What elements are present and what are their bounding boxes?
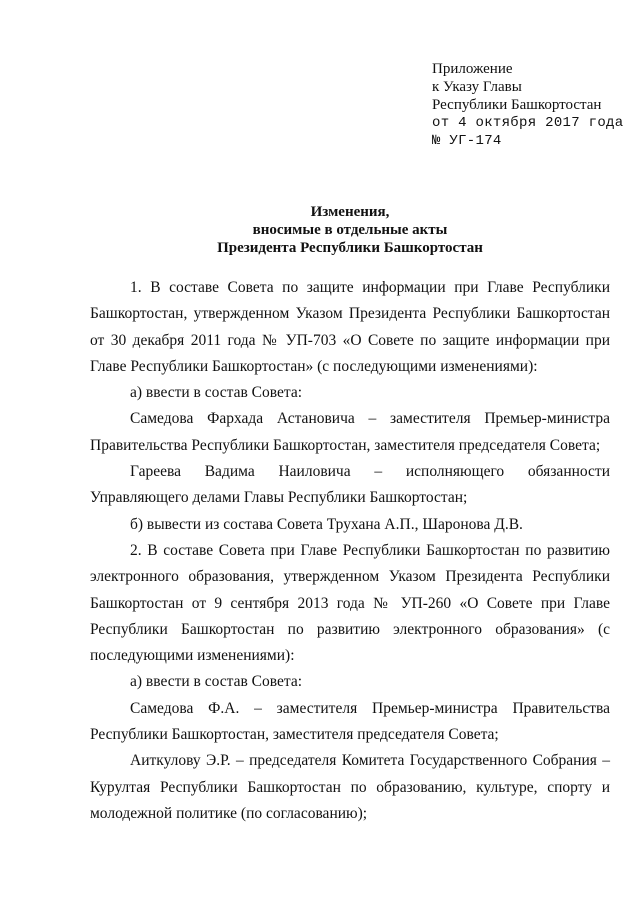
- heading-line-2: вносимые в отдельные акты: [252, 222, 448, 238]
- paragraph-1a-member-2: Гареева Вадима Наиловича – исполняющего обязанности Управляющего делами Главы Республики Башкортостан;: [90, 463, 610, 507]
- appendix-line-date: от 4 октября 2017 года: [432, 115, 624, 131]
- appendix-line-title: Приложение: [432, 61, 513, 77]
- paragraph-1a: а) ввести в состав Совета:: [130, 384, 303, 402]
- appendix-line-decree: к Указу Главы: [432, 79, 522, 95]
- appendix-line-number: № УГ-174: [432, 133, 502, 149]
- paragraph-2a: а) ввести в состав Совета:: [130, 673, 303, 691]
- paragraph-2a-member-1: Самедова Ф.А. – заместителя Премьер-министра Правительства Республики Башкортостан, заместителя председателя Совета;: [90, 699, 610, 744]
- heading-line-3: Президента Республики Башкортостан: [217, 240, 483, 256]
- paragraph-1: 1. В составе Совета по защите информации при Главе Республики Башкортостан, утвержденном Указом Президента Республики Башкортостан от 30 декабря 2011 года № УП-703 «О Совете по защите информации при Главе Республики Башкортостан» (с последующими изменениями):: [90, 279, 610, 375]
- document-heading: [90, 203, 610, 257]
- appendix-block: [432, 60, 623, 150]
- paragraph-2a-member-2: Аиткулову Э.Р. – председателя Комитета Государственного Собрания – Курултая Республики Башкортостан по образованию, культуре, спорту и молодежной политике (по согласованию);: [90, 752, 610, 822]
- paragraph-2: 2. В составе Совета при Главе Республики Башкортостан по развитию электронного образования, утвержденном Указом Президента Республики Башкортостан от 9 сентября 2013 года № УП-260 «О Совете при Главе Республики Башкортостан по развитию электронного образования» (с последующими изменениями):: [90, 541, 610, 665]
- heading-line-1: Изменения,: [310, 204, 390, 220]
- document-body: [90, 275, 610, 827]
- paragraph-1b: б) вывести из состава Совета Трухана А.П., Шаронова Д.В.: [130, 515, 523, 533]
- appendix-line-republic: Республики Башкортостан: [432, 97, 602, 113]
- paragraph-1a-member-1: Самедова Фархада Астановича – заместителя Премьер-министра Правительства Республики Башкортостан, заместителя председателя Совета;: [90, 410, 610, 454]
